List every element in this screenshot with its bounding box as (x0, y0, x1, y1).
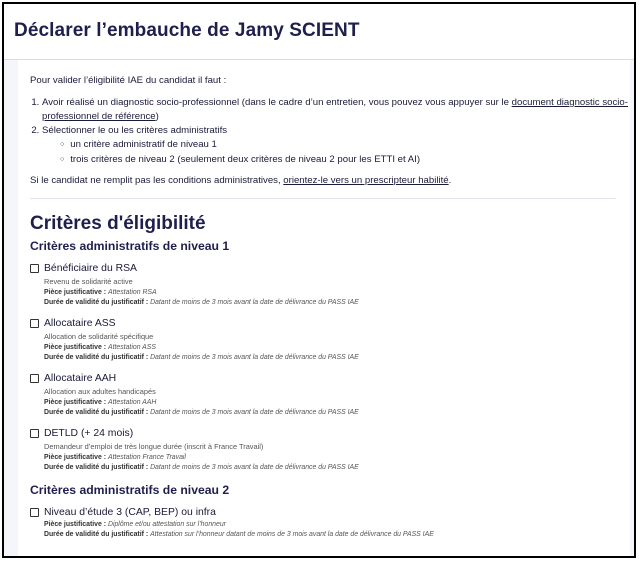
criterion-checkbox[interactable] (30, 508, 39, 517)
duree-label: Durée de validité du justificatif : (44, 354, 149, 361)
piece-label: Pièce justificative : (44, 399, 107, 406)
criterion-label[interactable]: Allocataire ASS (44, 318, 116, 329)
step-1-text: Avoir réalisé un diagnostic socio-professionnel (dans le cadre d’un entretien, vous pouvez vous appuyer sur le (42, 97, 512, 108)
page-title: Déclarer l’embauche de Jamy SCIENT (14, 20, 360, 41)
section-title: Critères d'éligibilité (30, 213, 206, 234)
criterion-description: Demandeur d’emploi de très longue durée (inscrit à France Travail) (44, 442, 264, 451)
criterion-description: Allocation de solidarité spécifique (44, 332, 154, 341)
page-header (4, 4, 634, 60)
criterion-duree (44, 299, 630, 306)
criterion-duree (44, 409, 630, 416)
divider (30, 198, 616, 199)
step-1 (42, 96, 630, 124)
duree-label: Durée de validité du justificatif : (44, 464, 149, 471)
piece-value: Diplôme et/ou attestation sur l’honneur (107, 521, 226, 528)
criteria-requirements (42, 138, 630, 168)
criterion-piece (44, 399, 630, 406)
criterion-piece (44, 454, 630, 461)
level-1-title: Critères administratifs de niveau 1 (30, 239, 230, 253)
content-card (18, 60, 630, 558)
criterion-label[interactable]: Allocataire AAH (44, 373, 117, 384)
duree-label: Durée de validité du justificatif : (44, 299, 149, 306)
criterion-checkbox[interactable] (30, 319, 39, 328)
criterion-piece (44, 521, 630, 528)
instructions-lead: Pour valider l’éligibilité IAE du candidat il faut : (30, 75, 227, 86)
criterion-duree (44, 354, 630, 361)
criterion-duree (44, 464, 630, 471)
duree-label: Durée de validité du justificatif : (44, 531, 149, 538)
requirement-level-1: ○ un critère administratif de niveau 1 (60, 138, 630, 153)
criterion-label[interactable]: Bénéficiaire du RSA (44, 263, 137, 274)
prescriber-note (30, 174, 630, 188)
criterion-rsa (30, 263, 630, 306)
criterion-description: Revenu de solidarité active (44, 277, 133, 286)
piece-value: Attestation RSA (107, 289, 157, 296)
criterion-head (30, 263, 630, 274)
step-2 (42, 124, 630, 168)
prescriber-note-end: . (448, 175, 452, 186)
criterion-head (30, 428, 630, 439)
criterion-checkbox[interactable] (30, 264, 39, 273)
criterion-label[interactable]: Niveau d’étude 3 (CAP, BEP) ou infra (44, 507, 216, 518)
duree-value: Datant de moins de 3 mois avant la date de délivrance du PASS IAE (150, 464, 359, 471)
piece-label: Pièce justificative : (44, 454, 107, 461)
criterion-head (30, 507, 630, 518)
piece-label: Pièce justificative : (44, 344, 107, 351)
criterion-niveau-etude (30, 507, 630, 538)
duree-value: Datant de moins de 3 mois avant la date de délivrance du PASS IAE (150, 354, 359, 361)
criterion-aah (30, 373, 630, 416)
step-1-close: ) (155, 111, 159, 122)
steps-list (30, 96, 630, 168)
criterion-checkbox[interactable] (30, 429, 39, 438)
duree-label: Durée de validité du justificatif : (44, 409, 149, 416)
criterion-head (30, 318, 630, 329)
criterion-duree (44, 531, 630, 538)
diagnostic-document-link[interactable]: document diagnostic socio-professionnel de référence (42, 97, 628, 122)
piece-label: Pièce justificative : (44, 521, 107, 528)
prescriber-link[interactable]: orientez-le vers un prescripteur habilité (283, 175, 449, 186)
piece-value: Attestation ASS (107, 344, 156, 351)
duree-value: Datant de moins de 3 mois avant la date de délivrance du PASS IAE (150, 409, 359, 416)
criterion-detld (30, 428, 630, 471)
piece-value: Attestation France Travail (107, 454, 186, 461)
duree-value: Attestation sur l’honneur datant de moins de 3 mois avant la date de délivrance du PASS IAE (150, 531, 434, 538)
prescriber-note-text: Si le candidat ne remplit pas les conditions administratives, (30, 175, 284, 186)
criterion-head (30, 373, 630, 384)
instructions (30, 74, 630, 188)
piece-label: Pièce justificative : (44, 289, 107, 296)
duree-value: Datant de moins de 3 mois avant la date de délivrance du PASS IAE (150, 299, 359, 306)
criterion-piece (44, 344, 630, 351)
piece-value: Attestation AAH (107, 399, 157, 406)
page-frame (2, 2, 636, 558)
criterion-description: Allocation aux adultes handicapés (44, 387, 156, 396)
criterion-ass (30, 318, 630, 361)
level-2-title: Critères administratifs de niveau 2 (30, 483, 230, 497)
criterion-checkbox[interactable] (30, 374, 39, 383)
requirement-level-2: ○ trois critères de niveau 2 (seulement deux critères de niveau 2 pour les ETTI et AI) (60, 153, 630, 168)
main-content (4, 60, 634, 558)
criterion-piece (44, 289, 630, 296)
step-2-text: Sélectionner le ou les critères administratifs (42, 125, 228, 136)
criterion-label[interactable]: DETLD (+ 24 mois) (44, 428, 134, 439)
